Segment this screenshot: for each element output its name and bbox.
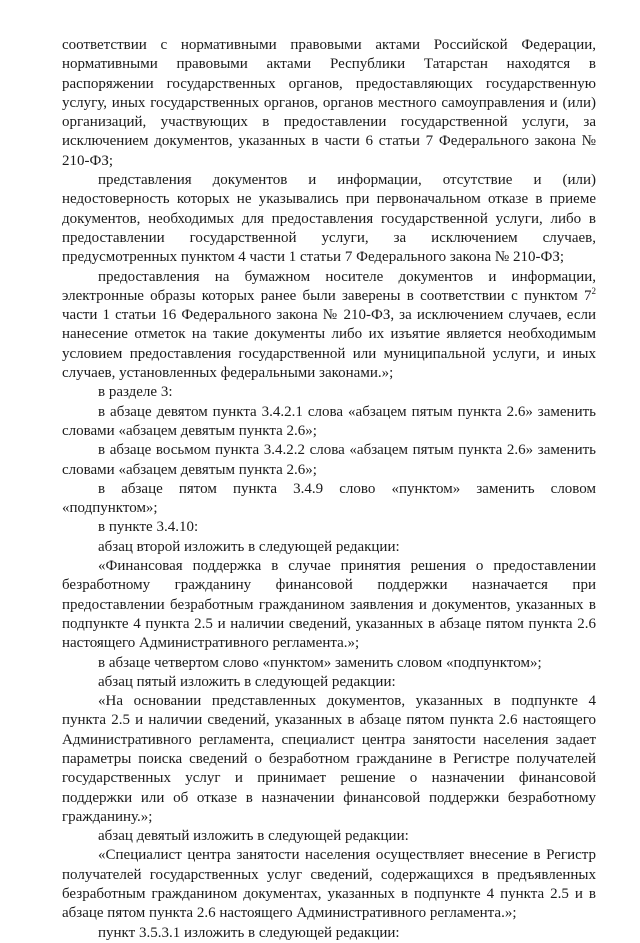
paragraph-14: абзац девятый изложить в следующей редакции: [98, 828, 409, 845]
paragraph-5: в абзаце девятом пункта 3.4.2.1 слова «абзацем пятым пункта 2.6» заменить словами «абзацем девятым пункта 2.6»; [62, 403, 596, 439]
paragraph-7: в абзаце пятом пункта 3.4.9 слово «пунктом» заменить словом «подпунктом»; [62, 480, 596, 517]
paragraph-11: в абзаце четвертом слово «пунктом» заменить словом «подпунктом»; [98, 654, 542, 671]
paragraph-10: «Финансовая поддержка в случае принятия решения о предоставлении безработному гражданину финансовой поддержки назначается при предоставлении безработным гражданином заявления и документов, указанных в подпункте 4 пункта 2.5 и наличии сведений, указанных в абзаце пятом пункта 2.6 настоящего Административного регламента.»; [62, 558, 596, 652]
paragraph-4: в разделе 3: [98, 384, 173, 401]
paragraph-8: в пункте 3.4.10: [98, 519, 199, 536]
paragraph-13: «На основании представленных документов, указанных в подпункте 4 пункта 2.5 и наличии сведений, указанных в абзаце пятом пункта 2.6 настоящего Административного регламента, специалист центра занятости населения задает параметры поиска сведений о безработном гражданине в Регистре получателей государственных услуг и принимает решение о назначении финансовой поддержки или об отказе в назначении финансовой поддержки безработному гражданину.»; [62, 693, 596, 825]
paragraph-3-superscript: 2 [591, 285, 596, 296]
paragraph-3-text-before: предоставления на бумажном носителе документов и информации, электронные образы которых ранее были заверены в соответствии с пунктом 7 [62, 268, 596, 304]
paragraph-15: «Специалист центра занятости населения осуществляет внесение в Регистр получателей государственных услуг сведений, содержащихся в предъявленных безработным гражданином документах, указанных в подпункте 4 пункта 2.5 и в абзаце пятом пункта 2.6 настоящего Административного регламента.»; [62, 847, 596, 922]
paragraph-16: пункт 3.5.3.1 изложить в следующей редакции: [98, 924, 400, 941]
paragraph-1: соответствии с нормативными правовыми актами Российской Федерации, нормативными правовыми актами Республики Татарстан находятся в распоряжении государственных органов, предоставляющих государственную услугу, иных государственных органов, органов местного самоуправления и (или) организаций, участвующих в предоставлении государственной услуги, за исключением документов, указанных в части 6 статьи 7 Федерального закона № 210-ФЗ; [62, 37, 596, 169]
paragraph-2: представления документов и информации, отсутствие и (или) недостоверность которых не указывались при первоначальном отказе в приеме документов, необходимых для предоставления государственной услуги, либо в предоставлении государственной услуги, за исключением случаев, предусмотренных пунктом 4 части 1 статьи 7 Федерального закона № 210-ФЗ; [62, 172, 596, 266]
document-body [62, 36, 596, 943]
paragraph-6: в абзаце восьмом пункта 3.4.2.2 слова «абзацем пятым пункта 2.6» заменить словами «абзацем девятым пункта 2.6»; [62, 442, 596, 478]
paragraph-3 [62, 268, 596, 384]
paragraph-3-text-after: части 1 статьи 16 Федерального закона № 210-ФЗ, за исключением случаев, если нанесение отметок на такие документы либо их изъятие является необходимым условием предоставления государственной или муниципальной услуги, и иных случаев, установленных федеральными законами.»; [62, 307, 596, 382]
paragraph-9: абзац второй изложить в следующей редакции: [98, 538, 400, 555]
paragraph-12: абзац пятый изложить в следующей редакции: [98, 673, 396, 690]
